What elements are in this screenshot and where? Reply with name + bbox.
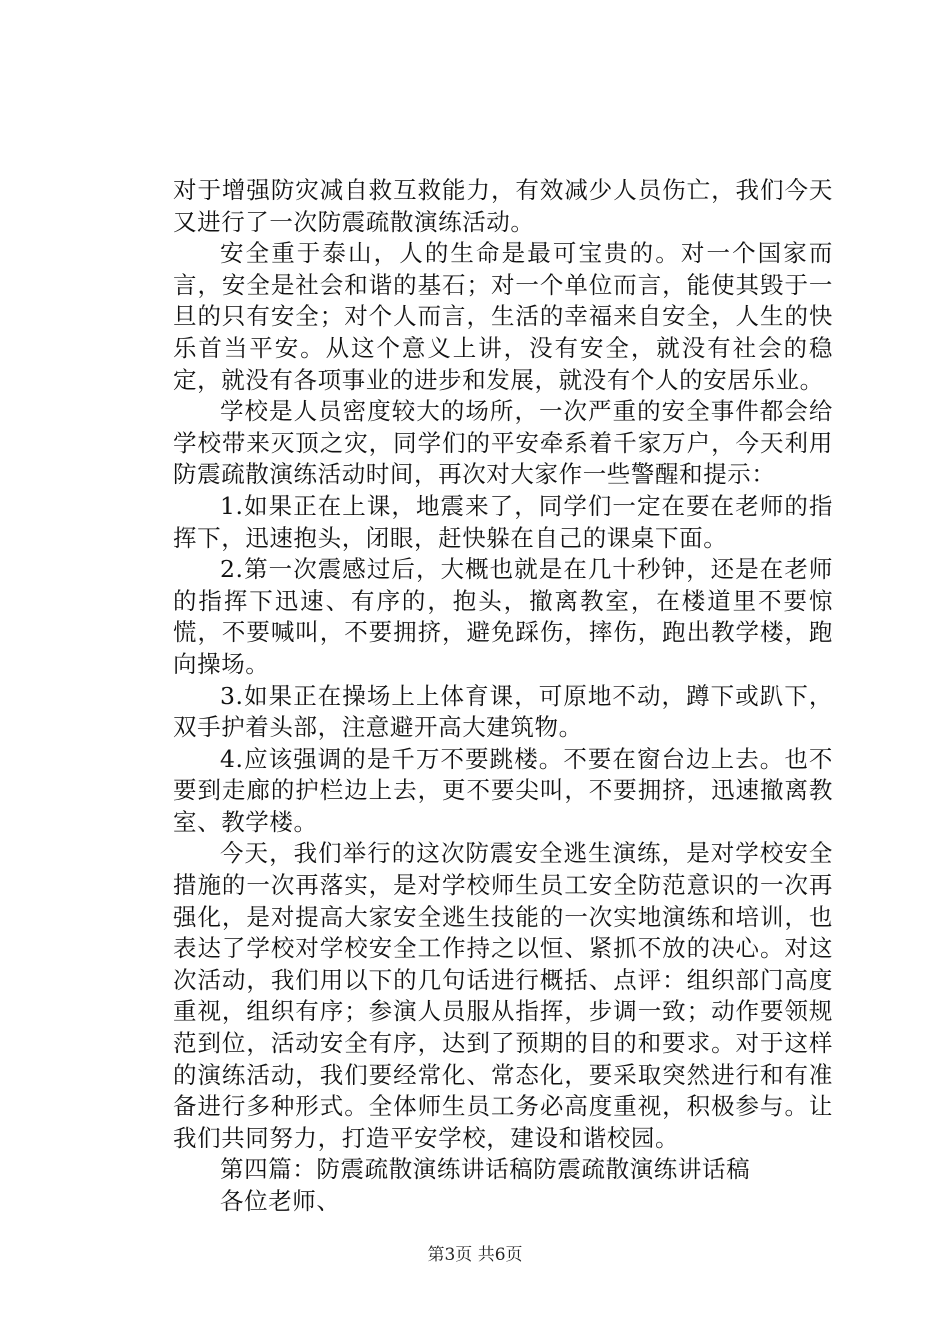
section-heading: 第四篇：防震疏散演练讲话稿防震疏散演练讲话稿 xyxy=(220,1155,751,1184)
page-number-footer: 第3页 共6页 xyxy=(427,1245,523,1265)
salutation: 各位老师、 xyxy=(220,1187,341,1215)
paragraph-summary: 今天，我们举行的这次防震安全逃生演练，是对学校安全措施的一次再落实，是对学校师生员工安全防范意识的一次再强化，是对提高大家安全逃生技能的一次实地演练和培训，也表达了学校对学校安全工作持之以恒、紧抓不放的决心。对这次活动，我们用以下的几句话进行概括、点评：组织部门高度重视，组织有序；参演人员服从指挥，步调一致；动作要领规范到位，活动安全有序，达到了预期的目的和要求。对于这样的演练活动，我们要经常化、常态化，要采取突然进行和有准备进行多种形式。全体师生员工务必高度重视，积极参与。让我们共同努力，打造平安学校，建设和谐校园。 xyxy=(173,839,833,1152)
list-item-1: 1.如果正在上课，地震来了，同学们一定在要在老师的指挥下，迅速抱头，闭眼，赶快躲在自己的课桌下面。 xyxy=(173,491,833,552)
paragraph-intro-continuation: 对于增强防灾减自救互救能力，有效减少人员伤亡，我们今天又进行了一次防震疏散演练活动。 xyxy=(173,176,833,236)
list-item-4: 4.应该强调的是千万不要跳楼。不要在窗台边上去。也不要到走廊的护栏边上去，更不要尖叫，不要拥挤，迅速撤离教室、教学楼。 xyxy=(173,744,833,836)
paragraph-school-reminder: 学校是人员密度较大的场所，一次严重的安全事件都会给学校带来灭顶之灾，同学们的平安牵系着千家万户，今天利用防震疏散演练活动时间，再次对大家作一些警醒和提示： xyxy=(173,397,833,489)
paragraph-safety-importance: 安全重于泰山，人的生命是最可宝贵的。对一个国家而言，安全是社会和谐的基石；对一个单位而言，能使其毁于一旦的只有安全；对个人而言，生活的幸福来自安全，人生的快乐首当平安。从这个意义上讲，没有安全，就没有社会的稳定，就没有各项事业的进步和发展，就没有个人的安居乐业。 xyxy=(173,239,833,394)
document-body xyxy=(173,175,833,1218)
list-item-3: 3.如果正在操场上上体育课，可原地不动，蹲下或趴下，双手护着头部，注意避开高大建筑物。 xyxy=(173,681,833,742)
list-item-2: 2.第一次震感过后，大概也就是在几十秒钟，还是在老师的指挥下迅速、有序的，抱头，撤离教室，在楼道里不要惊慌，不要喊叫，不要拥挤，避免踩伤，摔伤，跑出教学楼，跑向操场。 xyxy=(173,555,833,678)
